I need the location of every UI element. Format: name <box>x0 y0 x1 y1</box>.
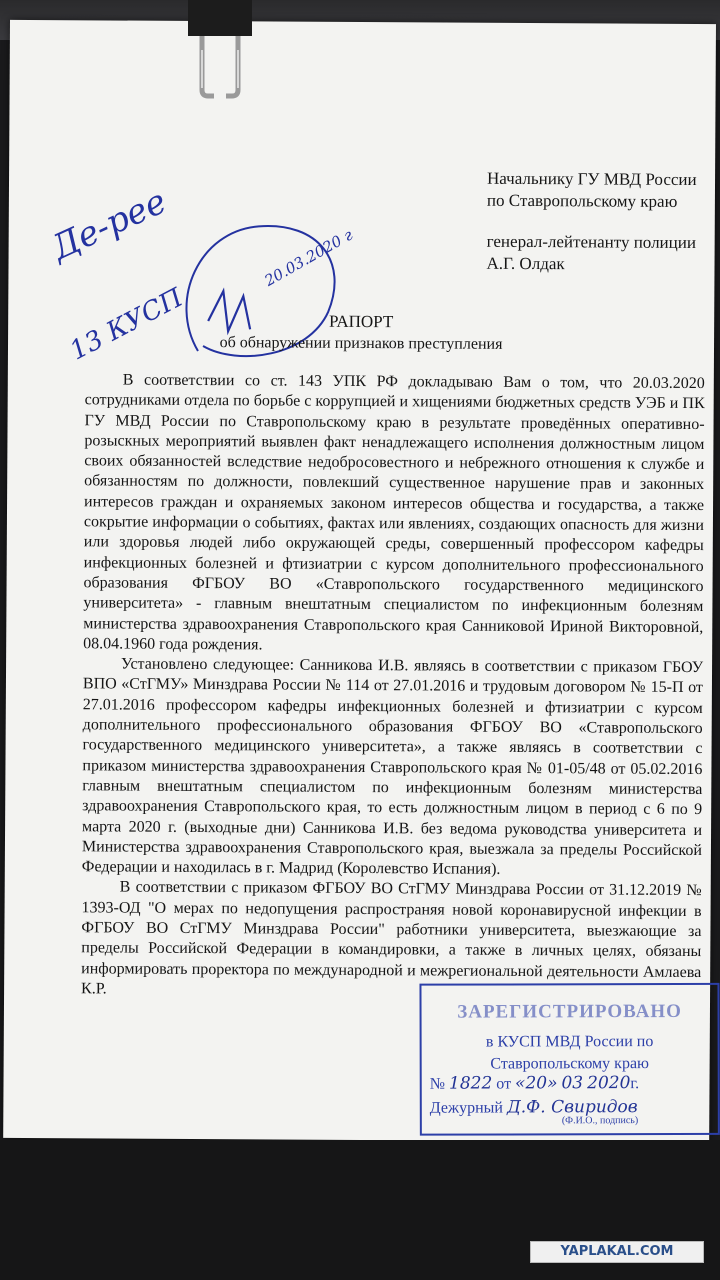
stamp-month: 03 <box>561 1073 584 1094</box>
stamp-title: ЗАРЕГИСТРИРОВАНО <box>457 1000 682 1023</box>
stamp-day: «20» <box>515 1073 558 1094</box>
stamp-number-prefix: № <box>429 1075 446 1093</box>
addressee-line-3: генерал-лейтенанту полиции <box>486 231 697 253</box>
document-body <box>81 370 705 1003</box>
resolution-note: Де-рее <box>45 181 173 269</box>
addressee-line-1: Начальнику ГУ МВД России <box>486 168 697 190</box>
addressee-line-2: по Ставропольскому краю <box>486 190 678 211</box>
document-subtitle: об обнаружении признаков преступления <box>219 334 503 353</box>
document-page <box>3 20 716 1142</box>
addressee-block <box>486 168 696 276</box>
paragraph-2: Установлено следующее: Санникова И.В. являясь в соответствии с приказом ГБОУ ВПО «СтГМУ» Минздрава России № 114 от 27.01.2016 и трудовым договором № 15-П от 27.01.2016 профессором кафедры инфекционных болезней и фтизиатрии с курсом дополнительного профессионального образования ФГБОУ ВО «Ставропольского государственного медицинского университета», а также являясь в соответствии с приказом министерства здравоохранения Ставропольского края № 01-05/48 от 05.02.2016 главным внештатным специалистом по инфекционным болезням министерства здравоохранения Ставропольского края, то есть должностным лицом в период с 6 по 9 марта 2020 г. (выходные дни) Санникова И.В. без ведома руководства университета и Министерства здравоохранения Ставропольского края, выезжала за пределы Российской Федерации и находилась в г. Мадрид (Королевство Испания). <box>81 655 704 878</box>
stamp-number-value: 1822 <box>448 1073 493 1094</box>
stamp-fio-caption: (Ф.И.О., подпись) <box>561 1115 639 1127</box>
stamp-year-suffix: г. <box>630 1075 640 1093</box>
stamp-number-row <box>430 1073 720 1094</box>
document-title: РАПОРТ <box>329 311 394 332</box>
paragraph-1: В соответствии со ст. 143 УПК РФ докладываю Вам о том, что 20.03.2020 сотрудниками отдела по борьбе с коррупцией и хищениями бюджетных средств УЭБ и ПК ГУ МВД России по Ставропольскому краю в результате проведённых оперативно-розыскных мероприятий выявлен факт ненадлежащего исполнения должностным лицом своих обязанностей вследствие недобросовестного и небрежного отношения к службе и обязанностям по должности, повлекший существенное нарушение прав и законных интересов граждан и охраняемых законом интересов общества и государства, а также сокрытие информации о событиях, фактах или явлениях, создающих опасность для жизни или здоровья людей либо окружающей среды, совершенный профессором кафедры инфекционных болезней и фтизиатрии с курсом дополнительного профессионального образования ФГБОУ ВО «Ставропольского государственного медицинского университета» - главным внештатным специалистом по инфекционным болезням министерства здравоохранения Ставропольского края Санниковой Ириной Викторовной, 08.04.1960 года рождения. <box>83 371 705 654</box>
stamp-from: от <box>496 1075 512 1093</box>
stamp-year: 2020 <box>587 1073 631 1094</box>
stamp-duty-signature: Д.Ф. Свиридов <box>506 1097 638 1118</box>
stamp-line-2: в КУСП МВД России по <box>485 1033 654 1051</box>
resolution-date: 13 КУСП <box>65 282 188 367</box>
binder-clip-icon <box>180 0 260 100</box>
stamp-duty-label: Дежурный <box>429 1099 503 1117</box>
addressee-line-4: А.Г. Олдак <box>486 253 565 274</box>
paragraph-3: В соответствии с приказом ФГБОУ ВО СтГМУ Минздрава России от 31.12.2019 № 1393-ОД "О мерах по недопущения распространяя новой коронавирусной инфекции в ФГБОУ ВО СтГМУ Минздрава России" работники университета, выезжающие за пределы Российской Федерации в командировки, а также в личных целях, обязаны информировать проректора по международной и межрегиональной деятельности Амлаева К.Р. <box>81 878 702 998</box>
registration-stamp <box>419 983 719 1136</box>
stamp-line-3: Ставропольскому краю <box>490 1055 650 1073</box>
resolution-stamp-date: 20.03.2020 г <box>261 225 356 290</box>
site-watermark: YAPLAKAL.COM <box>530 1241 704 1263</box>
